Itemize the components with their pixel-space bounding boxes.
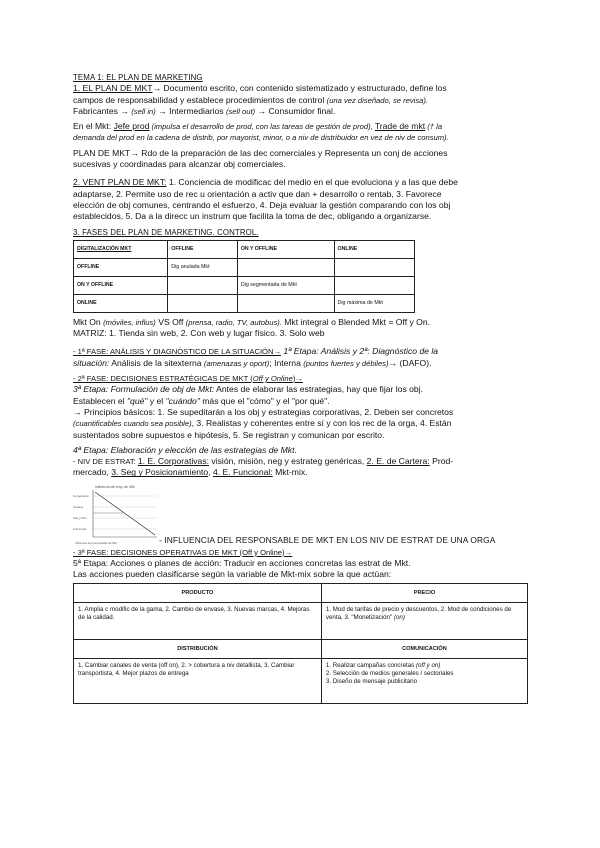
table-cell [334,258,414,276]
mix-blended: Mkt integral o Blended Mkt = Off y On. [281,316,431,327]
mix-line2: MATRIZ: 1. Tienda sin web, 2. Con web y lugar físico. 3. Solo web [73,328,325,339]
s1-intermediarios: → Intermediarios [155,105,226,116]
table-cell: OFFLINE [74,258,168,276]
fase3-line2: 5ª Etapa: Acciones o planes de acción: Traducir en acciones concretas las estrat de Mkt. [73,558,411,569]
s1b-line2: demanda del prod en la cadena de distrib, por mayorist, minor, o a niv de distribuidor en vez de niv de consum). [73,133,449,143]
fase1-heading: - 1ª FASE: ANÁLISIS Y DIAGNÓSTICO DE LA SITUACIÓN→ [73,347,282,357]
precio-text: 1. Mod de tarifas de precio y descuentos, 2. Mod de condiciones de venta, 3. "Monetización" [325,605,512,621]
influence-caption: - INFLUENCIA DEL RESPONSABLE DE MKT EN LOS NIV DE ESTRAT DE UNA ORGA [159,535,496,546]
s1-sellin: (sell in) [131,106,156,116]
table-cell: Dig segmentada de Mkt [237,276,334,294]
fase2-line9 [73,467,528,478]
fase2-line6: sustentados sobre supuestos e hipótesis, 5. Se registran y comunican por escrito. [73,429,385,440]
s2-line4: establecidos, 5. Da a la direcc un instrum que facilita la toma de dec, obligando a organizarse. [73,211,432,222]
s1b-trade: Trade de mkt [374,121,426,132]
fase2-line7: 4ª Etapa: Elaboración y elección de las estrategias de Mkt. [73,444,297,455]
fase1-line1 [73,346,528,357]
table-header: OFFLINE [168,240,238,258]
precio-cell [321,602,527,639]
table-header: ONLINE [334,240,414,258]
table-row [74,258,415,276]
comunicacion-text: 1. Realizar campañas concretas [325,661,415,669]
fase2-heading: - 2ª FASE: DECISIONES ESTRATÉGICAS DE MKT ( [73,374,253,384]
fase1-dafo: → (DAFO). [388,357,432,368]
fase2-line2 [73,384,528,395]
mix-off-desc: (prensa, radio, TV, autobus). [185,317,282,327]
fase2-cartera: 2. E. de Cartera: [366,456,430,467]
comunicacion-item: 3. Diseño de mensaje publicitario [325,677,418,685]
distribucion-cell: 1. Cambiar canales de venta (off on), 2. > cobertura a niv detallista, 3. Cambiar transportista, 4. Mejor plazos de entrega [74,658,322,703]
fase2-etapa3-text: Antes de elaborar las estrategias, hay que fijar los obj. [214,384,423,395]
chart-label: Funcional [73,526,87,531]
chart-label: Cartera [73,504,84,509]
fase2-mix: Mkt-mix. [272,467,308,478]
fase2-realistas: , 3. Realistas y coherentes entre sí y con los rec de la orga, 4. Están [191,418,452,429]
table-cell [168,294,238,312]
fase2-comma: , [208,467,213,478]
fase1-etapas: 1ª Etapa: Análisis y 2ª: Diagnóstico de la [281,346,439,357]
fase3-line3: Las acciones pueden clasificarse según la variable de Mkt-mix sobre la que actúan: [73,569,392,580]
table-row [74,658,528,703]
fase2-establecen: Establecen el [73,395,127,406]
fase1-interna: ; Interna [269,357,304,368]
fase2-cuando: "cuándo" [165,395,200,406]
table-cell [334,276,414,294]
producto-header: PRODUCTO [74,583,322,602]
influence-chart [73,483,159,547]
s1b-pre: En el Mkt: [73,121,114,132]
fase2-como: más que el "cómo" y el "por qué". [199,395,330,406]
fase2-corporativas: 1. E. Corporativas: [137,456,210,467]
table-cell [168,276,238,294]
fase2-heading-it: Off y Online [252,374,293,384]
chart-label: Seg y Pos [73,515,87,520]
s1b-jefe-desc: (impulsa el desarrollo de prod, con las tareas de gestión de prod), [149,122,375,132]
mix-on: Mkt On [73,316,104,327]
table-row [74,294,415,312]
actions-table [73,583,528,704]
digitalization-table [73,240,415,313]
fase2-seg: 3. Seg y Posicionamiento [111,467,209,478]
fase2-line8 [73,456,528,467]
chart-diagonal [95,492,155,535]
plan-line1: PLAN DE MKT→ Rdo de la preparación de las dec comerciales y Representa un conj de acciones [73,147,448,158]
fase1-amenazas: (amenazas y oport) [203,358,270,368]
table-header: ON Y OFFLINE [237,240,334,258]
fase1-puntos: (puntos fuertes y débiles) [303,358,389,368]
s1-text2-italic: (una vez diseñado, se revisa). [326,95,428,105]
fase1-externa: Análisis de la sitexterna [109,357,204,368]
table-cell: ONLINE [74,294,168,312]
s3-heading: 3. FASES DEL PLAN DE MARKETING. CONTROL. [73,227,259,237]
s2-text1: 1. Conciencia de modificac del medio en el que evoluciona y a las que debe [166,177,458,188]
s2-line1 [73,177,528,188]
s1-text2: campos de responsabilidad y establece procedimientos de control [73,94,327,105]
chart-x-label: Influencia del responsable de Mkt [75,540,117,545]
fase2-line1 [73,373,528,384]
fase2-vision: visión, misión, neg y estrateg genéricas, [209,456,367,467]
table-row [74,276,415,294]
s1b-line1 [73,121,528,132]
fase2-line3 [73,396,528,407]
table-header: DIGITALIZACIÓN MKT [74,240,168,258]
s2-heading: 2. VENT PLAN DE MKT: [73,177,167,188]
fase2-niv: - NIV DE ESTRAT: [73,457,138,467]
influence-row [73,483,528,547]
mix-on-desc: (móviles, influs) [103,317,156,327]
distribucion-header: DISTRIBUCIÓN [74,639,322,658]
fase2-prod: Prod- [429,456,454,467]
table-row [74,602,528,639]
fase2-funcional: 4. E. Funcional: [212,467,273,478]
table-row [74,583,528,602]
fase2-y: y el [147,395,166,406]
s2-line2: adaptarse, 2. Permite uso de rec u orientación a activ que dan + desarrollo o rentab, 3. Favorece [73,188,442,199]
document-title: TEMA 1: EL PLAN DE MARKETING [73,73,203,82]
comunicacion-offon: (off y on) [414,661,441,669]
fase2-cuantificables: (cuantificables cuando sea posible) [73,419,192,429]
table-cell: Dig máxima de Mkt [334,294,414,312]
s1-line3 [73,106,528,117]
table-cell [237,258,334,276]
chart-label: Corporativa [73,493,89,498]
fase2-line5 [73,418,528,429]
fase2-mercado: mercado, [73,467,112,478]
s1-line1 [73,83,528,94]
table-row [74,240,415,258]
plan-line2: sucesivas y coordinadas para alcanzar obj comerciales. [73,159,286,170]
fase2-heading-end: )→ [292,374,303,384]
s1b-jefe: Jefe prod [113,121,150,132]
chart-title: Influencia del resp. de Mkt [95,484,135,489]
mix-line1 [73,317,528,328]
table-cell: ON Y OFFLINE [74,276,168,294]
table-row [74,639,528,658]
mix-off: VS Off [155,316,186,327]
table-cell [237,294,334,312]
s1-fabricantes: Fabricantes → [73,105,132,116]
s1b-trade-desc: († la [425,122,443,132]
s1-consumidor: → Consumidor final. [255,105,336,116]
document-page [73,72,528,704]
comunicacion-header: COMUNICACIÓN [321,639,527,658]
fase2-que: "qué" [126,395,148,406]
s2-line3: elección de obj comunes, centrando el esfuerzo, 4. Deja evaluar la gestión comparando con los obj [73,199,451,210]
producto-cell: 1. Amplia c modific de la gama, 2. Cambio de envase, 3. Nuevas marcas, 4. Mejoras de la calidad. [74,602,322,639]
comunicacion-item: 2. Selección de medios generales / sectoriales [325,669,454,677]
fase2-etapa3: 3ª Etapa: Formulación de obj de Mkt: [73,384,215,395]
s1-heading: 1. EL PLAN DE MKT [73,83,153,94]
s1-line2 [73,95,528,106]
table-cell: Dig anulada Mkt [168,258,238,276]
comunicacion-cell [321,658,527,703]
s1-sellout: (sell out) [225,106,256,116]
precio-on: (on) [392,613,405,621]
precio-header: PRECIO [321,583,527,602]
fase1-line2 [73,358,528,369]
fase3-heading: - 3ª FASE: DECISIONES OPERATIVAS DE MKT (Off y Online)→ [73,547,293,557]
fase2-line4: → Principios básicos: 1. Se supeditarán a los obj y estrategias corporativas, 2. Deben ser concretos [73,406,454,417]
fase1-situacion: situación: [73,357,110,368]
comunicacion-item [326,662,523,670]
s1-text: → Documento escrito, con contenido sistematizado y estructurado, define los [152,83,447,94]
